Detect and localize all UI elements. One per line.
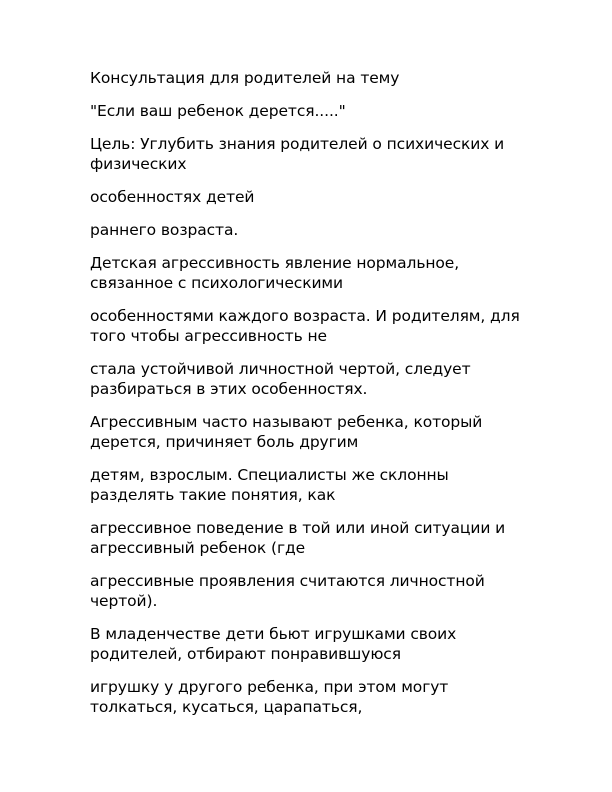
paragraph-goal-cont-2: раннего возраста.	[90, 221, 239, 239]
paragraph-aggressive-child-1: Агрессивным часто называют ребенка, который дерется, причиняет боль другим	[90, 413, 483, 451]
paragraph-aggression-1: Детская агрессивность явление нормальное, связанное с психологическими	[90, 254, 460, 292]
paragraph-goal: Цель: Углубить знания родителей о психических и физических	[90, 135, 505, 173]
paragraph-aggression-2: особенностями каждого возраста. И родителям, для того чтобы агрессивность не	[90, 307, 520, 345]
paragraph-aggressive-child-3: агрессивное поведение в той или иной ситуации и агрессивный ребенок (где	[90, 519, 506, 557]
paragraph-infancy-2: игрушку у другого ребенка, при этом могут толкаться, кусаться, царапаться,	[90, 678, 449, 716]
paragraph-aggressive-child-2: детям, взрослым. Специалисты же склонны разделять такие понятия, как	[90, 466, 449, 504]
document-page	[90, 68, 520, 730]
paragraph-infancy-1: В младенчестве дети бьют игрушками своих родителей, отбирают понравившуюся	[90, 625, 457, 663]
heading-topic: "Если ваш ребенок дерется....."	[90, 102, 346, 120]
paragraph-goal-cont-1: особенностях детей	[90, 188, 255, 206]
paragraph-aggressive-child-4: агрессивные проявления считаются личностной чертой).	[90, 572, 485, 610]
paragraph-aggression-3: стала устойчивой личностной чертой, следует разбираться в этих особенностях.	[90, 360, 471, 398]
heading-consultation: Консультация для родителей на тему	[90, 69, 400, 87]
